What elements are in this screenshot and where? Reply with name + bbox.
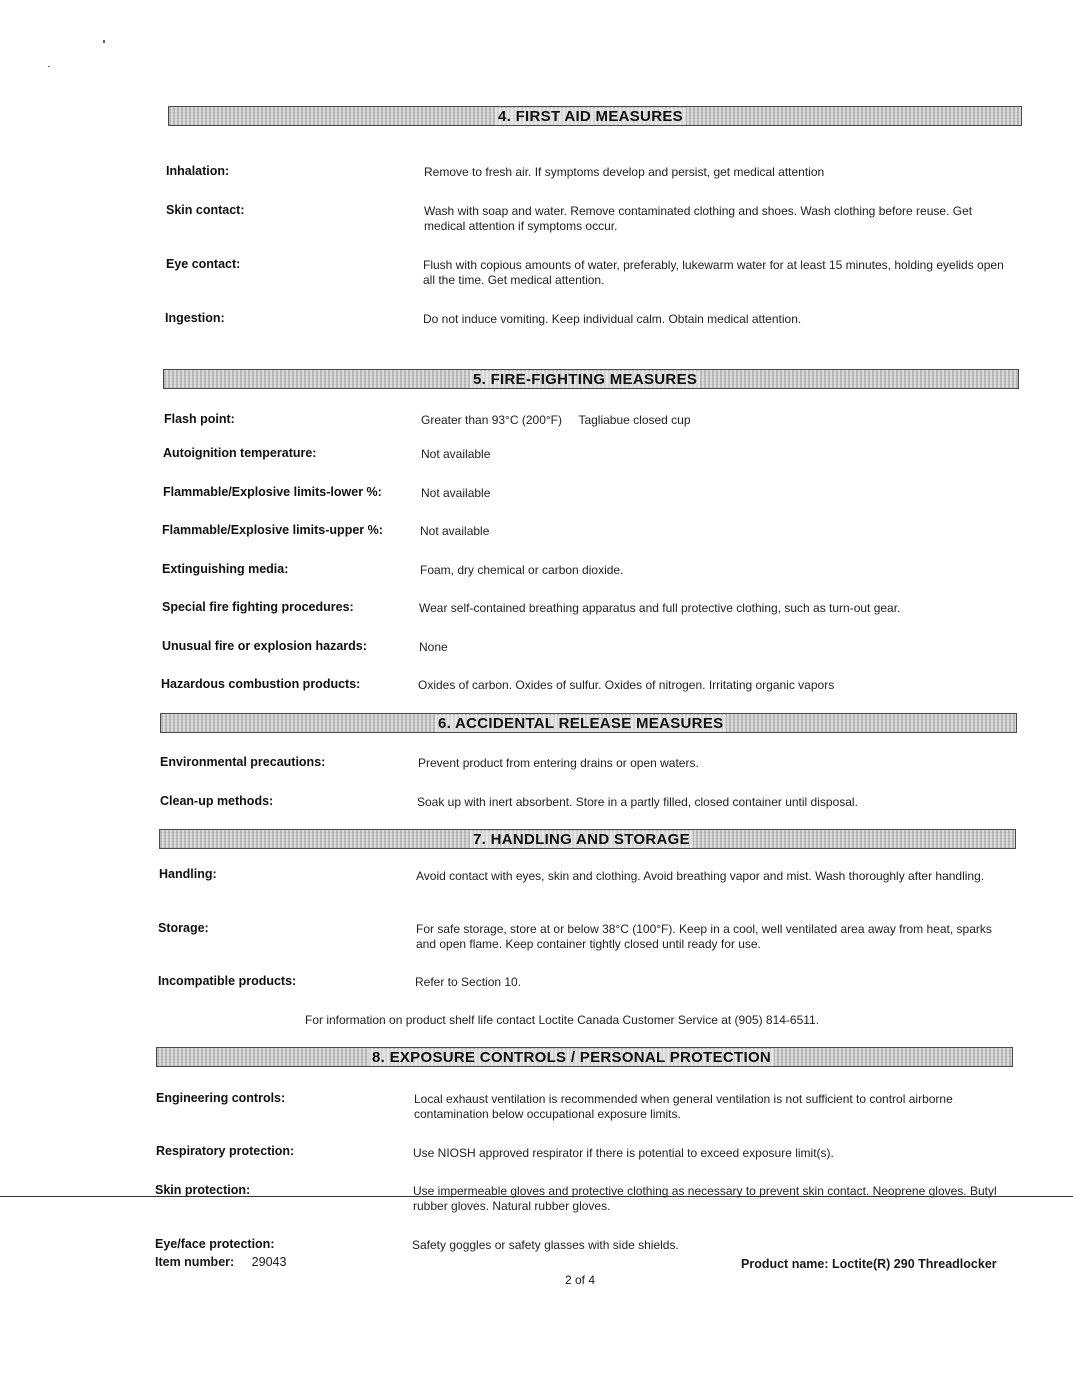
label-environmental-precautions: Environmental precautions:	[160, 755, 326, 769]
section-title: 7. HANDLING AND STORAGE	[470, 831, 693, 848]
label-autoignition: Autoignition temperature:	[163, 446, 317, 460]
label-skin-contact: Skin contact:	[166, 203, 245, 217]
value-unusual-hazards: None	[419, 640, 448, 654]
value-environmental-precautions: Prevent product from entering drains or open waters.	[418, 756, 699, 770]
section-title: 4. FIRST AID MEASURES	[495, 108, 686, 125]
label-inhalation: Inhalation:	[166, 164, 230, 178]
value-eye-contact: Flush with copious amounts of water, preferably, lukewarm water for at least 15 minutes, holding eyelids open all the time. Get medical attention.	[423, 258, 1004, 287]
page-number: 2 of 4	[565, 1273, 596, 1287]
label-eye-contact: Eye contact:	[166, 257, 241, 271]
value-respiratory-protection: Use NIOSH approved respirator if there is potential to exceed exposure limit(s).	[413, 1146, 834, 1160]
section-title: 5. FIRE-FIGHTING MEASURES	[470, 371, 700, 388]
value-combustion-products: Oxides of carbon. Oxides of sulfur. Oxides of nitrogen. Irritating organic vapors	[418, 678, 835, 692]
section-header-fire-fighting	[163, 369, 1019, 389]
label-combustion-products: Hazardous combustion products:	[161, 677, 361, 691]
value-eye-face-protection: Safety goggles or safety glasses with side shields.	[412, 1238, 679, 1252]
label-extinguishing-media: Extinguishing media:	[162, 562, 289, 576]
label-eye-face-protection: Eye/face protection:	[155, 1237, 275, 1251]
product-name-label: Product name:	[741, 1257, 832, 1271]
scan-speck	[103, 40, 105, 43]
value-storage: For safe storage, store at or below 38°C (100°F). Keep in a cool, well ventilated area away from heat, sparks and open flame. Keep container tightly closed until ready for use.	[416, 922, 992, 951]
label-storage: Storage:	[158, 921, 209, 935]
value-clean-up: Soak up with inert absorbent. Store in a partly filled, closed container until disposal.	[417, 795, 858, 809]
label-ingestion: Ingestion:	[165, 311, 225, 325]
product-name	[741, 1257, 997, 1271]
label-flash-point: Flash point:	[164, 412, 235, 426]
label-respiratory-protection: Respiratory protection:	[156, 1144, 295, 1158]
value-inhalation: Remove to fresh air. If symptoms develop and persist, get medical attention	[424, 165, 825, 179]
item-number	[155, 1255, 286, 1269]
value-incompatible-products: Refer to Section 10.	[415, 975, 522, 989]
value-skin-protection: Use impermeable gloves and protective clothing as necessary to prevent skin contact. Neoprene gloves. Butyl rubber gloves. Natural rubber gloves.	[413, 1184, 997, 1213]
label-incompatible-products: Incompatible products:	[158, 974, 297, 988]
value-special-procedures: Wear self-contained breathing apparatus and full protective clothing, such as turn-out gear.	[419, 601, 901, 615]
section-header-handling-storage	[159, 829, 1016, 849]
value-flash-point: Greater than 93°C (200°F) Tagliabue closed cup	[421, 413, 691, 427]
scan-speck	[48, 66, 50, 67]
label-unusual-hazards: Unusual fire or explosion hazards:	[162, 639, 367, 653]
section-title: 8. EXPOSURE CONTROLS / PERSONAL PROTECTION	[369, 1049, 774, 1066]
section-header-accidental-release	[160, 713, 1017, 733]
label-engineering-controls: Engineering controls:	[156, 1091, 286, 1105]
label-clean-up: Clean-up methods:	[160, 794, 274, 808]
value-skin-contact: Wash with soap and water. Remove contaminated clothing and shoes. Wash clothing before reuse. Get medical attention if symptoms occur.	[424, 204, 973, 233]
shelf-life-note: For information on product shelf life contact Loctite Canada Customer Service at (905) 814-6511.	[305, 1013, 820, 1027]
value-extinguishing-media: Foam, dry chemical or carbon dioxide.	[420, 563, 624, 577]
label-skin-protection: Skin protection:	[155, 1183, 251, 1197]
section-header-exposure-controls	[156, 1047, 1013, 1067]
value-autoignition: Not available	[421, 447, 491, 461]
item-number-value: 29043	[251, 1255, 287, 1269]
value-limits-upper: Not available	[420, 524, 490, 538]
value-handling: Avoid contact with eyes, skin and clothing. Avoid breathing vapor and mist. Wash thoroughly after handling.	[416, 869, 985, 883]
label-special-procedures: Special fire fighting procedures:	[162, 600, 354, 614]
label-limits-lower: Flammable/Explosive limits-lower %:	[163, 485, 382, 499]
label-handling: Handling:	[159, 867, 217, 881]
value-limits-lower: Not available	[421, 486, 491, 500]
value-engineering-controls: Local exhaust ventilation is recommended when general ventilation is not sufficient to control airborne contamination below occupational exposure limits.	[414, 1092, 953, 1121]
value-ingestion: Do not induce vomiting. Keep individual calm. Obtain medical attention.	[423, 312, 802, 326]
item-number-label: Item number:	[155, 1255, 235, 1269]
section-title: 6. ACCIDENTAL RELEASE MEASURES	[435, 715, 726, 732]
section-header-first-aid	[168, 106, 1022, 126]
label-limits-upper: Flammable/Explosive limits-upper %:	[162, 523, 383, 537]
product-name-value: Loctite(R) 290 Threadlocker	[832, 1257, 997, 1271]
